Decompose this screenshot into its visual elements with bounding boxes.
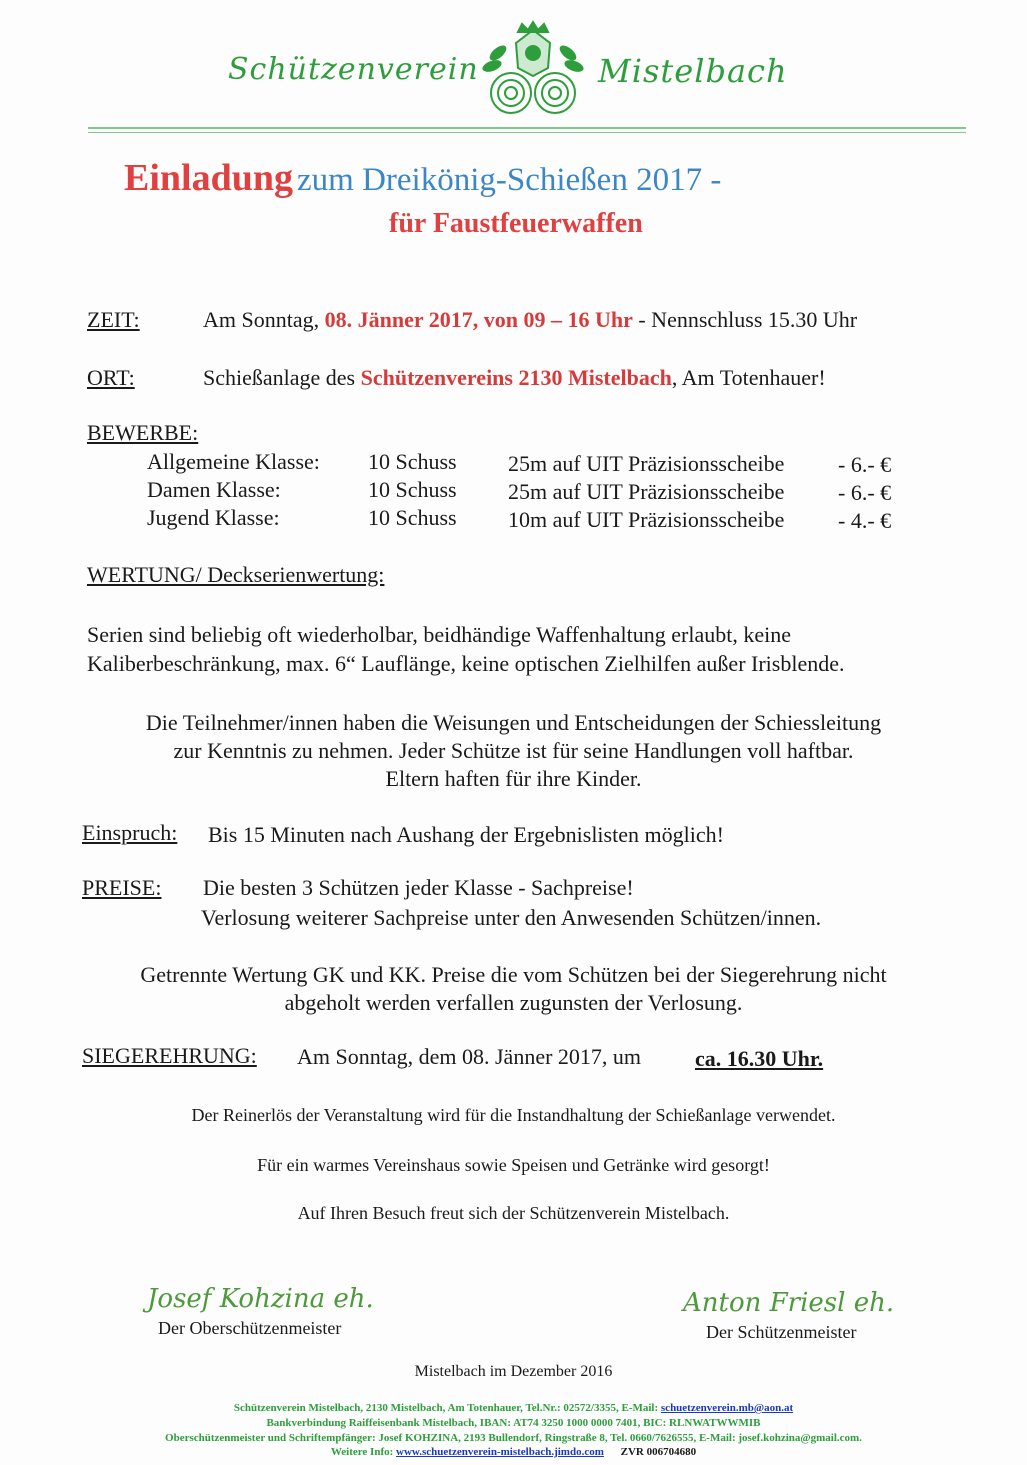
- rules-line1: Die Teilnehmer/innen haben die Weisungen und Entscheidungen der Schiessleitung: [145, 710, 882, 735]
- preise-line2: Verlosung weiterer Sachpreise unter den Anwesenden Schützen/innen.: [201, 905, 822, 930]
- footer-line4: [0, 1446, 1027, 1458]
- title-event: zum Dreikönig-Schießen 2017 -: [297, 162, 722, 198]
- signature-right: Anton Friesl eh.: [683, 1288, 895, 1318]
- siegerehrung-time: ca. 16.30 Uhr.: [695, 1046, 824, 1071]
- siegerehrung-text: Am Sonntag, dem 08. Jänner 2017, um: [297, 1044, 642, 1069]
- club-name-right: Mistelbach: [598, 52, 788, 90]
- footer-zvr: ZVR 006704680: [620, 1446, 697, 1458]
- klasse-cell: Allgemeine Klasse:: [147, 449, 320, 474]
- page-subtitle: für Faustfeuerwaffen: [389, 208, 643, 239]
- preis-cell: - 6.- €: [838, 480, 892, 505]
- wertung-rules-line2: Kaliberbeschränkung, max. 6“ Lauflänge, keine optischen Zielhilfen außer Irisblende.: [87, 651, 845, 676]
- closing-line1: Der Reinerlös der Veranstaltung wird für die Instandhaltung der Schießanlage verwendet.: [191, 1105, 836, 1125]
- footer-address: Schützenverein Mistelbach, 2130 Mistelbach, Am Totenhauer, Tel.Nr.: 02572/3355, E-Mail:: [233, 1402, 659, 1414]
- einspruch-label: Einspruch:: [82, 820, 178, 845]
- wertung-label: WERTUNG/ Deckserienwertung:: [87, 562, 385, 587]
- preis-cell: - 6.- €: [838, 452, 892, 477]
- title-main: Einladung: [124, 157, 293, 199]
- rules-line3: Eltern haften für ihre Kinder.: [385, 766, 642, 791]
- ort-label: ORT:: [87, 365, 135, 390]
- signature-left: Josef Kohzina eh.: [147, 1284, 374, 1314]
- ort-venue: Schützenvereins 2130 Mistelbach: [360, 365, 672, 390]
- ort-text: [203, 365, 826, 391]
- scheibe-cell: 10m auf UIT Präzisionsscheibe: [508, 507, 785, 532]
- header-divider: [88, 127, 966, 129]
- preise-line1: Die besten 3 Schützen jeder Klasse - Sachpreise!: [203, 875, 634, 900]
- preis-cell: - 4.- €: [838, 508, 892, 533]
- ort-suffix: , Am Totenhauer!: [671, 365, 826, 390]
- siegerehrung-label: SIEGEREHRUNG:: [82, 1043, 257, 1068]
- footer-line1: [0, 1402, 1027, 1414]
- zeit-prefix: Am Sonntag,: [203, 307, 320, 332]
- club-emblem-icon: [478, 18, 588, 123]
- scheibe-cell: 25m auf UIT Präzisionsscheibe: [508, 451, 785, 476]
- wertung-note-line2: abgeholt werden verfallen zugunsten der Verlosung.: [284, 990, 743, 1015]
- scheibe-cell: 25m auf UIT Präzisionsscheibe: [508, 479, 785, 504]
- footer-line2: Bankverbindung Raiffeisenbank Mistelbach, IBAN: AT74 3250 1000 0000 7401, BIC: RLNWATWWMIB: [266, 1417, 761, 1429]
- wertung-rules-line1: Serien sind beliebig oft wiederholbar, beidhändige Waffenhaltung erlaubt, keine: [87, 622, 791, 647]
- zeit-suffix: - Nennschluss 15.30 Uhr: [638, 307, 858, 332]
- wertung-note-line1: Getrennte Wertung GK und KK. Preise die vom Schützen bei der Siegerehrung nicht: [140, 962, 887, 987]
- signature-right-role: Der Schützenmeister: [706, 1322, 857, 1342]
- klasse-cell: Jugend Klasse:: [147, 505, 280, 530]
- footer-line3: Oberschützenmeister und Schriftempfänger: Josef KOHZINA, 2193 Bullendorf, Ringstraße 8, Tel. 0660/7626555, E-Mail: josef.kohzina@gmail.com.: [165, 1432, 862, 1444]
- footer-email-link[interactable]: schuetzenverein.mb@aon.at: [660, 1402, 794, 1414]
- zeit-text: [203, 307, 857, 333]
- club-name-left: Schützenverein: [228, 52, 479, 87]
- zeit-date: 08. Jänner 2017, von 09 – 16 Uhr: [324, 307, 633, 332]
- place-date: Mistelbach im Dezember 2016: [414, 1363, 613, 1380]
- bewerbe-label: BEWERBE:: [87, 420, 199, 445]
- einspruch-text: Bis 15 Minuten nach Aushang der Ergebnislisten möglich!: [208, 822, 724, 847]
- closing-line3: Auf Ihren Besuch freut sich der Schützenverein Mistelbach.: [297, 1203, 730, 1223]
- page-title: [124, 156, 721, 200]
- footer-website-link[interactable]: www.schuetzenverein-mistelbach.jimdo.com: [396, 1446, 604, 1458]
- rules-line2: zur Kenntnis zu nehmen. Jeder Schütze ist für seine Handlungen voll haftbar.: [173, 738, 854, 763]
- klasse-cell: Damen Klasse:: [147, 477, 281, 502]
- schuss-cell: 10 Schuss: [368, 449, 457, 474]
- signature-left-role: Der Oberschützenmeister: [158, 1318, 342, 1338]
- header-divider-thin: [88, 132, 966, 133]
- footer-info-label: Weitere Info:: [330, 1446, 394, 1458]
- zeit-label: ZEIT:: [87, 307, 140, 332]
- schuss-cell: 10 Schuss: [368, 505, 457, 530]
- ort-prefix: Schießanlage des: [203, 365, 356, 390]
- preise-label: PREISE:: [82, 875, 162, 900]
- schuss-cell: 10 Schuss: [368, 477, 457, 502]
- closing-line2: Für ein warmes Vereinshaus sowie Speisen und Getränke wird gesorgt!: [257, 1155, 770, 1175]
